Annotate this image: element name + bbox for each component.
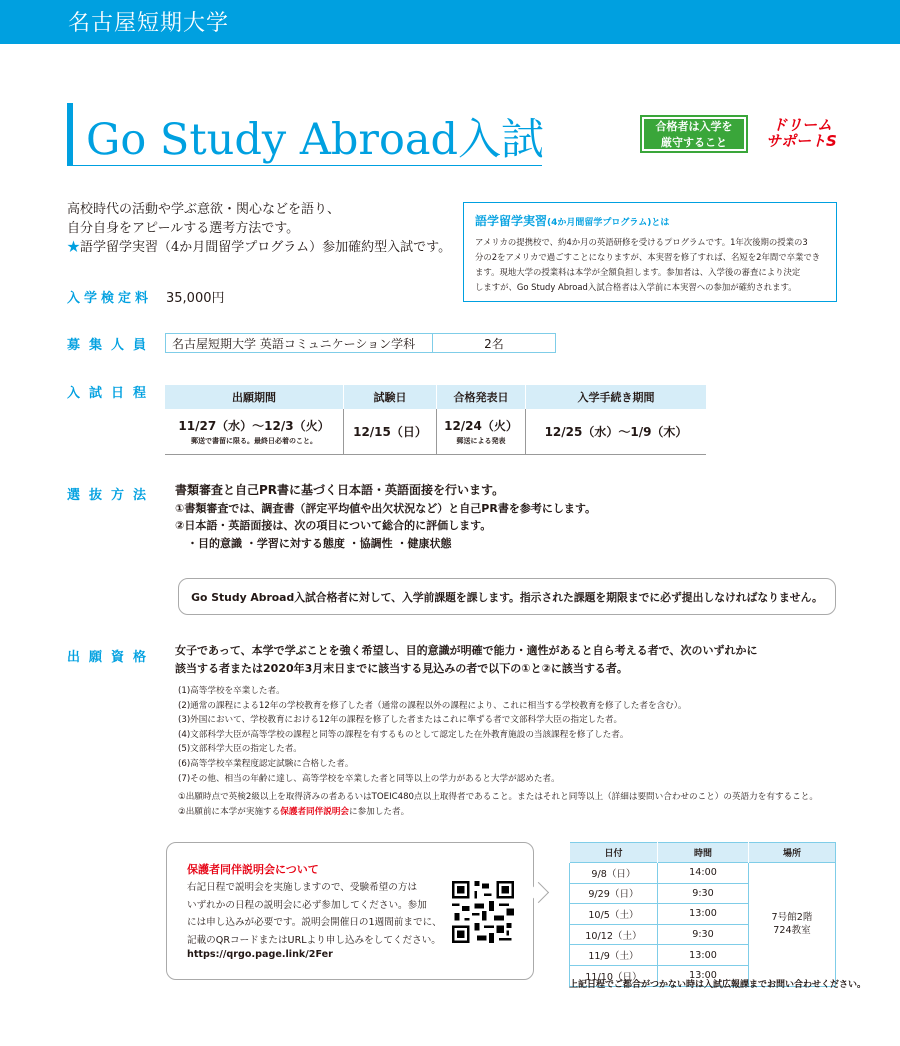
intro-text bbox=[67, 200, 451, 257]
session-time: 13:00 bbox=[658, 945, 749, 966]
page-title: Go Study Abroad入試 bbox=[86, 115, 545, 165]
list-item: (4)文部科学大臣が高等学校の課程と同等の課程を有するものとして認定した在外教育施設の当該課程を修了した者。 bbox=[178, 729, 629, 740]
condition-2-pre: ②出願前に本学が実施する bbox=[178, 806, 281, 817]
list-item: (2)通常の課程による12年の学校教育を修了した者（通常の課程以外の課程により、これに相当する学校教育を修了した者を含む）。 bbox=[178, 700, 687, 711]
qualification-conditions bbox=[178, 790, 818, 819]
condition-2-highlight: 保護者同伴説明会 bbox=[280, 806, 350, 817]
place-line1: 7号館2階 bbox=[771, 912, 813, 924]
dream-line2: サポートS bbox=[766, 132, 837, 150]
header-result: 合格発表日 bbox=[437, 385, 526, 409]
result-note: 郵送による発表 bbox=[456, 437, 506, 445]
briefing-line: 記載のQRコードまたはURLより申し込みをしてください。 bbox=[187, 934, 441, 946]
fee-label: 入学検定料 bbox=[67, 291, 153, 306]
schedule-label: 入試日程 bbox=[67, 386, 156, 401]
info-line: ます。現地大学の授業料は本学が全額負担します。参加者は、入学後の審査により決定 bbox=[475, 267, 801, 277]
condition-2 bbox=[178, 805, 818, 820]
session-time: 13:00 bbox=[658, 904, 749, 925]
recruit-label: 募集人員 bbox=[67, 338, 156, 353]
list-item: (7)その他、相当の年齢に達し、高等学校を卒業した者と同等以上の学力があると大学が認めた者。 bbox=[178, 773, 560, 784]
dream-support-logo bbox=[766, 117, 837, 149]
list-item: (3)外国において、学校教育における12年の課程を修了した者またはこれに準ずる者で文部科学大臣の指定した者。 bbox=[178, 715, 623, 726]
title-accent-bar bbox=[67, 103, 73, 165]
intro-line1: 高校時代の活動や学ぶ意欲・関心などを語り、 bbox=[67, 202, 341, 217]
qualification-line: 女子であって、本学で学ぶことを強く希望し、目的意識が明確で能力・適性があると自ら考える者で、次のいずれかに bbox=[175, 644, 758, 657]
header-date: 日付 bbox=[570, 843, 658, 863]
condition-1: ①出願時点で英検2級以上を取得済みの者あるいはTOEIC480点以上取得者であること。またはそれと同等以上（詳細は要問い合わせのこと）の英語力を有すること。 bbox=[178, 792, 818, 802]
briefing-box bbox=[166, 842, 534, 980]
info-line: しますが、Go Study Abroad入試合格者は入学前に本実習への参加が確約されます。 bbox=[475, 282, 797, 292]
session-date: 11/10（日） bbox=[570, 965, 658, 986]
sessions-table bbox=[569, 842, 836, 987]
qualification-line: 該当する者または2020年3月末日までに該当する見込みの者で以下の①と②に該当する者。 bbox=[175, 662, 628, 675]
selection-label: 選抜方法 bbox=[67, 488, 156, 503]
badge-line1: 合格者は入学を bbox=[655, 120, 733, 133]
list-item: (1)高等学校を卒業した者。 bbox=[178, 686, 285, 696]
apply-period: 11/27（水）〜12/3（火） bbox=[178, 419, 330, 433]
star-icon: ★ bbox=[67, 240, 81, 255]
session-date: 9/8（日） bbox=[570, 863, 658, 884]
recruit-count: 2名 bbox=[433, 334, 556, 353]
intro-line3: 語学留学実習（4か月間留学プログラム）参加確約型入試です。 bbox=[80, 240, 452, 255]
info-line: 分の2をアメリカで過ごすことになりますが、本実習を修了すれば、名短を2年間で卒業でき bbox=[475, 252, 821, 262]
title-underline bbox=[67, 165, 542, 166]
briefing-line: には申し込みが必要です。説明会開催日の1週間前までに、 bbox=[187, 917, 442, 928]
fee-value: 35,000円 bbox=[166, 291, 225, 306]
exam-date: 12/15（日） bbox=[344, 409, 437, 455]
briefing-line: いずれかの日程の説明会に必ず参加してください。参加 bbox=[187, 899, 427, 911]
prerequisite-notice: Go Study Abroad入試合格者に対して、入学前課題を課します。指示された課題を期限までに必ず提出しなければなりません。 bbox=[178, 578, 836, 615]
result-cell bbox=[437, 409, 526, 455]
header-procedure: 入学手続き期間 bbox=[526, 385, 707, 409]
session-time: 14:00 bbox=[658, 863, 749, 884]
session-time: 13:00 bbox=[658, 965, 749, 986]
enrollment-badge bbox=[640, 115, 748, 153]
briefing-url-link[interactable]: https://qrgo.page.link/2Fer bbox=[187, 949, 333, 960]
briefing-line: 右記日程で説明会を実施しますので、受験希望の方は bbox=[187, 882, 418, 893]
qualification-list bbox=[178, 684, 687, 786]
list-item: (5)文部科学大臣の指定した者。 bbox=[178, 744, 302, 755]
session-time: 9:30 bbox=[658, 883, 749, 904]
header-time: 時間 bbox=[658, 843, 749, 863]
procedure-period: 12/25（水）〜1/9（木） bbox=[526, 409, 707, 455]
session-date: 11/9（土） bbox=[570, 945, 658, 966]
university-name: 名古屋短期大学 bbox=[68, 11, 230, 36]
session-time: 9:30 bbox=[658, 924, 749, 945]
schedule-table bbox=[165, 385, 706, 455]
session-date: 10/5（土） bbox=[570, 904, 658, 925]
selection-text bbox=[175, 482, 596, 552]
selection-line: 書類審査と自己PR書に基づく日本語・英語面接を行います。 bbox=[175, 483, 505, 497]
sessions-footnote: 上記日程でご都合がつかない時は入試広報課までお問い合わせください。 bbox=[569, 980, 867, 990]
study-abroad-info-box bbox=[463, 202, 837, 302]
table-row bbox=[570, 863, 836, 884]
place-line2: 724教室 bbox=[773, 925, 811, 937]
qualification-text bbox=[175, 642, 757, 678]
selection-line: ①書類審査では、調査書（評定平均値や出欠状況など）と自己PR書を参考にします。 bbox=[175, 501, 596, 515]
intro-line2: 自分自身をアピールする選考方法です。 bbox=[67, 221, 300, 236]
info-heading-small: (4か月間留学プログラム)とは bbox=[547, 218, 670, 228]
result-date: 12/24（火） bbox=[444, 419, 518, 433]
session-place bbox=[749, 863, 836, 987]
table-row bbox=[165, 409, 706, 455]
selection-line: ②日本語・英語面接は、次の項目について総合的に評価します。 bbox=[175, 519, 492, 532]
session-date: 10/12（土） bbox=[570, 924, 658, 945]
recruit-dept: 名古屋短期大学 英語コミュニケーション学科 bbox=[166, 334, 433, 353]
info-box-body bbox=[475, 235, 825, 295]
recruit-table bbox=[165, 333, 556, 353]
apply-cell bbox=[165, 409, 344, 455]
briefing-heading: 保護者同伴説明会について bbox=[187, 863, 319, 876]
header-apply: 出願期間 bbox=[165, 385, 344, 409]
table-header-row bbox=[165, 385, 706, 409]
info-heading-main: 語学留学実習 bbox=[475, 214, 548, 228]
header-place: 場所 bbox=[749, 843, 836, 863]
selection-line: ・目的意識 ・学習に対する態度 ・協調性 ・健康状態 bbox=[187, 536, 452, 550]
table-header-row bbox=[570, 843, 836, 863]
table-row bbox=[166, 334, 556, 353]
badge-line2: 厳守すること bbox=[661, 136, 727, 149]
condition-2-post: に参加した者。 bbox=[349, 806, 410, 817]
qr-code-icon[interactable] bbox=[452, 881, 514, 943]
apply-note: 郵送で書留に限る。最終日必着のこと。 bbox=[191, 437, 317, 445]
info-line: アメリカの提携校で、約4か月の英語研修を受けるプログラムです。1年次後期の授業の3 bbox=[475, 237, 808, 247]
briefing-body bbox=[187, 879, 445, 949]
header-exam: 試験日 bbox=[344, 385, 437, 409]
info-box-heading bbox=[475, 212, 825, 229]
session-date: 9/29（日） bbox=[570, 883, 658, 904]
header-bar bbox=[0, 0, 900, 44]
dream-line1: ドリーム bbox=[772, 116, 833, 134]
list-item: (6)高等学校卒業程度認定試験に合格した者。 bbox=[178, 758, 354, 769]
intro-line3-wrap bbox=[67, 238, 451, 257]
qualification-label: 出願資格 bbox=[67, 650, 156, 665]
